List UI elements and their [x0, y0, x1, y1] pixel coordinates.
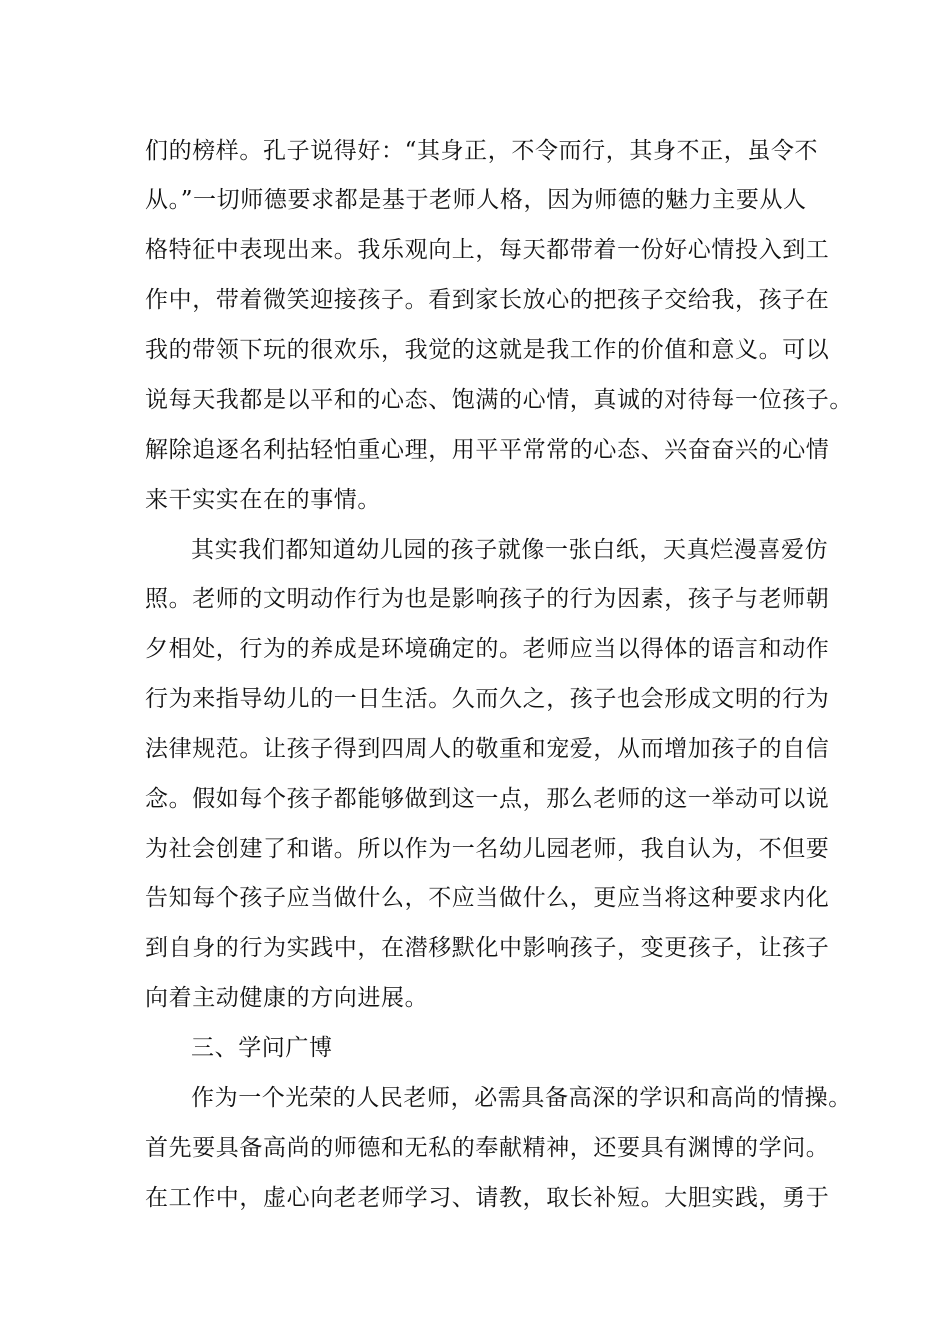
body-text-line: 照。老师的文明动作行为也是影响孩子的行为因素，孩子与老师朝	[145, 586, 830, 612]
body-text-line: 解除追逐名利拈轻怕重心理，用平平常常的心态、兴奋奋兴的心情	[145, 437, 830, 463]
body-text-line: 夕相处，行为的养成是环境确定的。老师应当以得体的语言和动作	[145, 636, 830, 662]
body-text-line: 在工作中，虚心向老老师学习、请教，取长补短。大胆实践，勇于	[145, 1185, 830, 1211]
body-text-line: 首先要具备高尚的师德和无私的奉献精神，还要具有渊博的学问。	[145, 1135, 830, 1161]
body-text-line: 格特征中表现出来。我乐观向上，每天都带着一份好心情投入到工	[145, 237, 830, 263]
body-text-line: 念。假如每个孩子都能够做到这一点，那么老师的这一举动可以说	[145, 786, 830, 812]
body-text-line: 到自身的行为实践中，在潜移默化中影响孩子，变更孩子，让孩子	[145, 935, 830, 961]
paragraph-first-line: 其实我们都知道幼儿园的孩子就像一张白纸，天真烂漫喜爱仿	[191, 537, 829, 563]
body-text-line: 来干实实在在的事情。	[145, 487, 381, 513]
body-text-line: 法律规范。让孩子得到四周人的敬重和宠爱，从而增加孩子的自信	[145, 736, 830, 762]
body-text-line: 我的带领下玩的很欢乐，我觉的这就是我工作的价值和意义。可以	[145, 337, 830, 363]
body-text-line: 说每天我都是以平和的心态、饱满的心情，真诚的对待每一位孩子。	[145, 387, 853, 413]
section-heading: 三、学问广博	[191, 1035, 333, 1061]
body-text-line: 们的榜样。孔子说得好：“其身正，不令而行，其身不正，虽令不	[145, 138, 819, 164]
body-text-line: 行为来指导幼儿的一日生活。久而久之，孩子也会形成文明的行为	[145, 686, 830, 712]
body-text-line: 从。”一切师德要求都是基于老师人格，因为师德的魅力主要从人	[145, 187, 807, 213]
body-text-line: 作中，带着微笑迎接孩子。看到家长放心的把孩子交给我，孩子在	[145, 287, 830, 313]
body-text-line: 告知每个孩子应当做什么，不应当做什么，更应当将这种要求内化	[145, 885, 830, 911]
body-text-line: 向着主动健康的方向进展。	[145, 985, 429, 1011]
body-text-line: 为社会创建了和谐。所以作为一名幼儿园老师，我自认为，不但要	[145, 836, 830, 862]
paragraph-first-line: 作为一个光荣的人民老师，必需具备高深的学识和高尚的情操。	[191, 1085, 852, 1111]
